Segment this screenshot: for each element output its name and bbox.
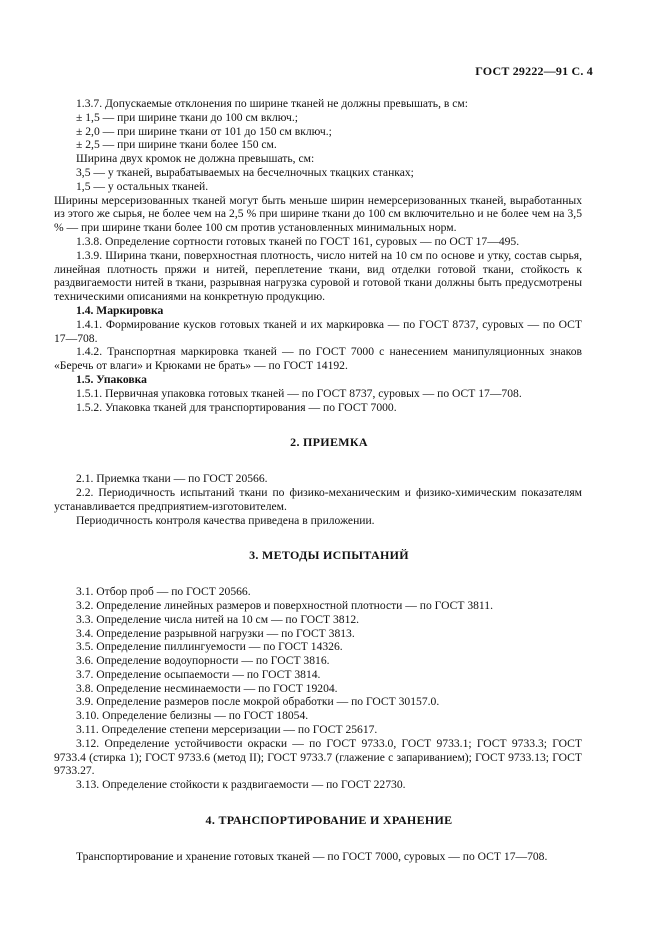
paragraph-1-5-2: 1.5.2. Упаковка тканей для транспортирования — по ГОСТ 7000. (76, 400, 397, 414)
test-method-item: 3.10. Определение белизны — по ГОСТ 18054. (76, 709, 309, 723)
edge-width-line-1: 3,5 — у тканей, вырабатываемых на бесчелночных ткацких станках; (76, 165, 414, 179)
subheading-1-4: 1.4. Маркировка (76, 303, 164, 317)
test-method-item: 3.6. Определение водоупорности — по ГОСТ 3816. (76, 654, 330, 668)
test-method-item: 3.3. Определение числа нитей на 10 см — по ГОСТ 3812. (76, 612, 360, 626)
paragraph-4: Транспортирование и хранение готовых тканей — по ГОСТ 7000, суровых — по ОСТ 17—708. (76, 849, 548, 863)
mercerized-width-paragraph: Ширины мерсеризованных тканей могут быть меньше ширин немерсеризованных тканей, выработанных из этого же сырья, не более чем на 2,5 % при ширине ткани до 100 см включительно и не более чем на 3,5 % — при ширине ткани более 100 см против установленных минимальных норм. (54, 193, 582, 235)
paragraph-2-2-note: Периодичность контроля качества приведена в приложении. (76, 513, 375, 527)
test-method-item: 3.4. Определение разрывной нагрузки — по ГОСТ 3813. (76, 626, 355, 640)
section-4-title: 4. ТРАНСПОРТИРОВАНИЕ И ХРАНЕНИЕ (205, 813, 453, 828)
edge-width-intro: Ширина двух кромок не должна превышать, см: (76, 152, 315, 166)
paragraph-1-3-9: 1.3.9. Ширина ткани, поверхностная плотность, число нитей на 10 см по основе и утку, состав сырья, линейная плотность пряжи и нитей, переплетение ткани, вид отделки готовой ткани, стойкость к раздвигаемости нитей в ткани, разрывная нагрузка суровой и готовой ткани должны быть предусмотрены техническими описаниями на конкретную продукцию. (54, 248, 582, 304)
section-4 (76, 850, 582, 864)
test-method-item: 3.11. Определение степени мерсеризации — по ГОСТ 25617. (76, 723, 378, 737)
paragraph-3-12: 3.12. Определение устойчивости окраски — по ГОСТ 9733.0, ГОСТ 9733.1; ГОСТ 9733.3; ГОСТ 9733.4 (стирка 1); ГОСТ 9733.6 (метод II); ГОСТ 9733.7 (глажение с запариванием); ГОСТ 9733.13; ГОСТ 9733.27. (54, 736, 582, 778)
section-3-title: 3. МЕТОДЫ ИСПЫТАНИЙ (249, 548, 409, 563)
paragraph-1-4-1: 1.4.1. Формирование кусков готовых тканей и их маркировка — по ГОСТ 8737, суровых — по ОСТ 17—708. (54, 317, 582, 345)
section-3 (54, 585, 582, 792)
section-2-title: 2. ПРИЕМКА (290, 435, 368, 450)
test-method-item: 3.8. Определение несминаемости — по ГОСТ 19204. (76, 681, 338, 695)
edge-width-line-2: 1,5 — у остальных тканей. (76, 179, 209, 193)
paragraph-1-3-8: 1.3.8. Определение сортности готовых тканей по ГОСТ 161, суровых — по ОСТ 17—495. (76, 234, 520, 248)
page-header: ГОСТ 29222—91 С. 4 (475, 64, 593, 78)
test-method-item: 3.7. Определение осыпаемости — по ГОСТ 3814. (76, 667, 321, 681)
paragraph-2-2: 2.2. Периодичность испытаний ткани по физико-механическим и физико-химическим показателям устанавливается предприятием-изготовителем. (54, 485, 582, 513)
paragraph-2-1: 2.1. Приемка ткани — по ГОСТ 20566. (76, 472, 268, 486)
section-2 (54, 472, 582, 527)
document-body (54, 97, 582, 864)
tolerance-line-1: ± 1,5 — при ширине ткани до 100 см включ.; (76, 110, 298, 124)
subheading-1-5: 1.5. Упаковка (76, 372, 147, 386)
section-1-continuation (54, 97, 582, 414)
paragraph-3-13: 3.13. Определение стойкости к раздвигаемости — по ГОСТ 22730. (76, 778, 406, 792)
tolerance-line-3: ± 2,5 — при ширине ткани более 150 см. (76, 138, 277, 152)
test-method-item: 3.2. Определение линейных размеров и поверхностной плотности — по ГОСТ 3811. (76, 598, 493, 612)
tolerance-line-2: ± 2,0 — при ширине ткани от 101 до 150 см включ.; (76, 124, 332, 138)
test-method-item: 3.9. Определение размеров после мокрой обработки — по ГОСТ 30157.0. (76, 695, 440, 709)
paragraph-1-5-1: 1.5.1. Первичная упаковка готовых тканей — по ГОСТ 8737, суровых — по ОСТ 17—708. (76, 386, 522, 400)
test-method-item: 3.5. Определение пиллингуемости — по ГОСТ 14326. (76, 640, 343, 654)
paragraph-1-4-2: 1.4.2. Транспортная маркировка тканей — по ГОСТ 7000 с нанесением манипуляционных знаков «Беречь от влаги» и Крюками не брать» — по ГОСТ 14192. (54, 345, 582, 373)
test-method-item: 3.1. Отбор проб — по ГОСТ 20566. (76, 585, 251, 599)
paragraph-1-3-7: 1.3.7. Допускаемые отклонения по ширине тканей не должны превышать, в см: (76, 97, 468, 110)
